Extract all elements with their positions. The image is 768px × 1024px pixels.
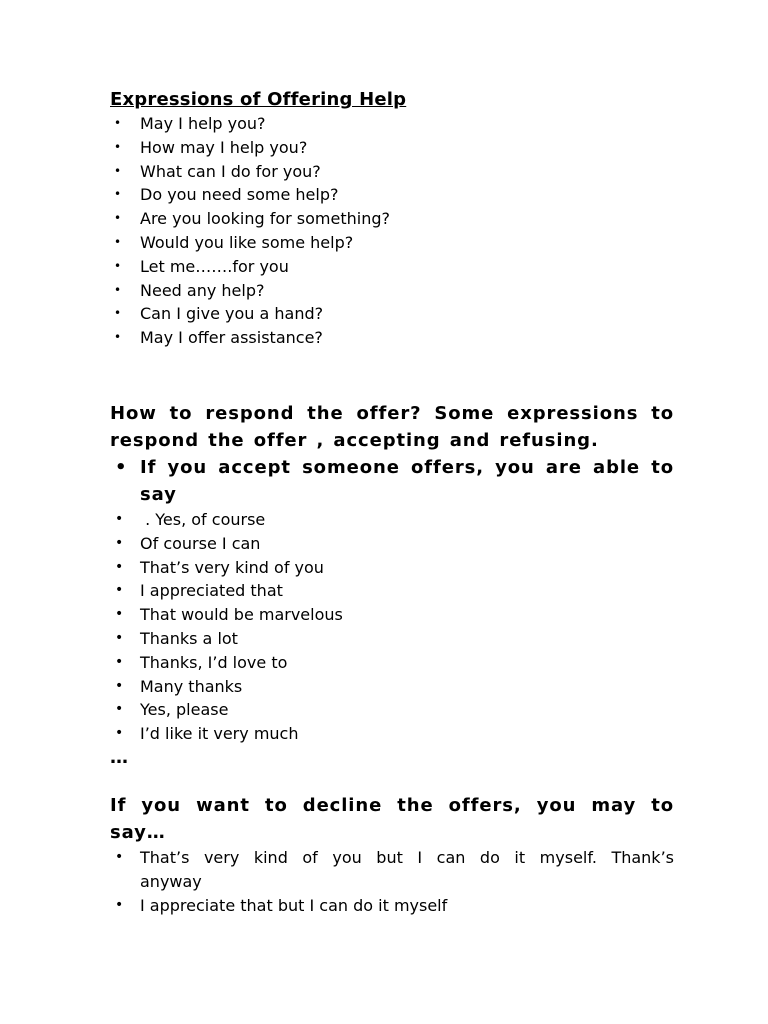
bullet-icon: • [115, 896, 124, 913]
list-item: • Do you need some help? [110, 183, 674, 207]
bullet-icon: • [114, 116, 122, 130]
bullet-icon: • [114, 330, 122, 345]
list-item: • Thanks a lot [110, 627, 674, 651]
ellipsis: … [110, 746, 128, 768]
list-item: • How may I help you? [110, 136, 674, 160]
list-item: • . Yes, of course [110, 508, 674, 532]
bullet-icon: • [115, 456, 128, 478]
bullet-icon: • [115, 848, 124, 865]
list-item: • Need any help? [110, 279, 674, 303]
list-item: • That’s very kind of you but I can do it myself. Thank’s anyway [115, 847, 674, 891]
list-item: • That would be marvelous [110, 603, 674, 627]
respond-heading-line2: respond the offer , accepting and refusing. [110, 429, 599, 451]
bullet-icon: • [114, 163, 122, 178]
respond-heading-line1: How to respond the offer? Some expressions to [110, 402, 674, 424]
bullet-icon: • [115, 558, 124, 575]
bullet-icon: • [115, 606, 124, 623]
decline-list [110, 846, 674, 917]
bullet-icon: • [114, 258, 122, 273]
list-item: • I appreciate that but I can do it myself [110, 894, 674, 918]
bullet-icon: • [115, 510, 124, 527]
bullet-icon: • [115, 701, 124, 718]
list-item: • That’s very kind of you [110, 556, 674, 580]
accept-list [110, 454, 674, 746]
bullet-icon: • [115, 653, 124, 670]
list-item: • Let me…….for you [110, 255, 674, 279]
list-item: • May I help you? [110, 112, 674, 136]
list-item: • Would you like some help? [110, 231, 674, 255]
bullet-icon: • [114, 234, 122, 249]
bullet-icon: • [114, 282, 122, 297]
bullet-icon: • [114, 211, 122, 226]
decline-heading-line1: If you want to decline the offers, you may to [110, 794, 674, 816]
list-item: • Yes, please [110, 698, 674, 722]
list-item: • Are you looking for something? [110, 207, 674, 231]
bullet-icon: • [115, 725, 124, 742]
bullet-icon: • [115, 629, 124, 646]
decline-heading-line2: say… [110, 821, 166, 843]
bullet-icon: • [115, 677, 124, 694]
list-item: • I’d like it very much [110, 722, 674, 746]
bullet-icon: • [115, 534, 124, 551]
list-item: • I appreciated that [110, 579, 674, 603]
bullet-icon: • [114, 306, 122, 321]
spacer [110, 350, 674, 400]
list-item: • Thanks, I’d love to [110, 651, 674, 675]
section-title-offering-help: Expressions of Offering Help [110, 89, 407, 110]
document-page [110, 88, 674, 917]
spacer [110, 770, 674, 792]
list-item: • Can I give you a hand? [110, 302, 674, 326]
list-item: • Of course I can [110, 532, 674, 556]
bullet-icon: • [115, 582, 124, 599]
bullet-icon: • [114, 187, 122, 202]
offering-help-list [110, 112, 674, 350]
list-item: • What can I do for you? [110, 160, 674, 184]
list-item: • Many thanks [110, 675, 674, 699]
list-item: • May I offer assistance? [110, 326, 674, 350]
accept-bullet: • If you accept someone offers, you are able to say [110, 454, 674, 508]
bullet-icon: • [114, 139, 122, 154]
